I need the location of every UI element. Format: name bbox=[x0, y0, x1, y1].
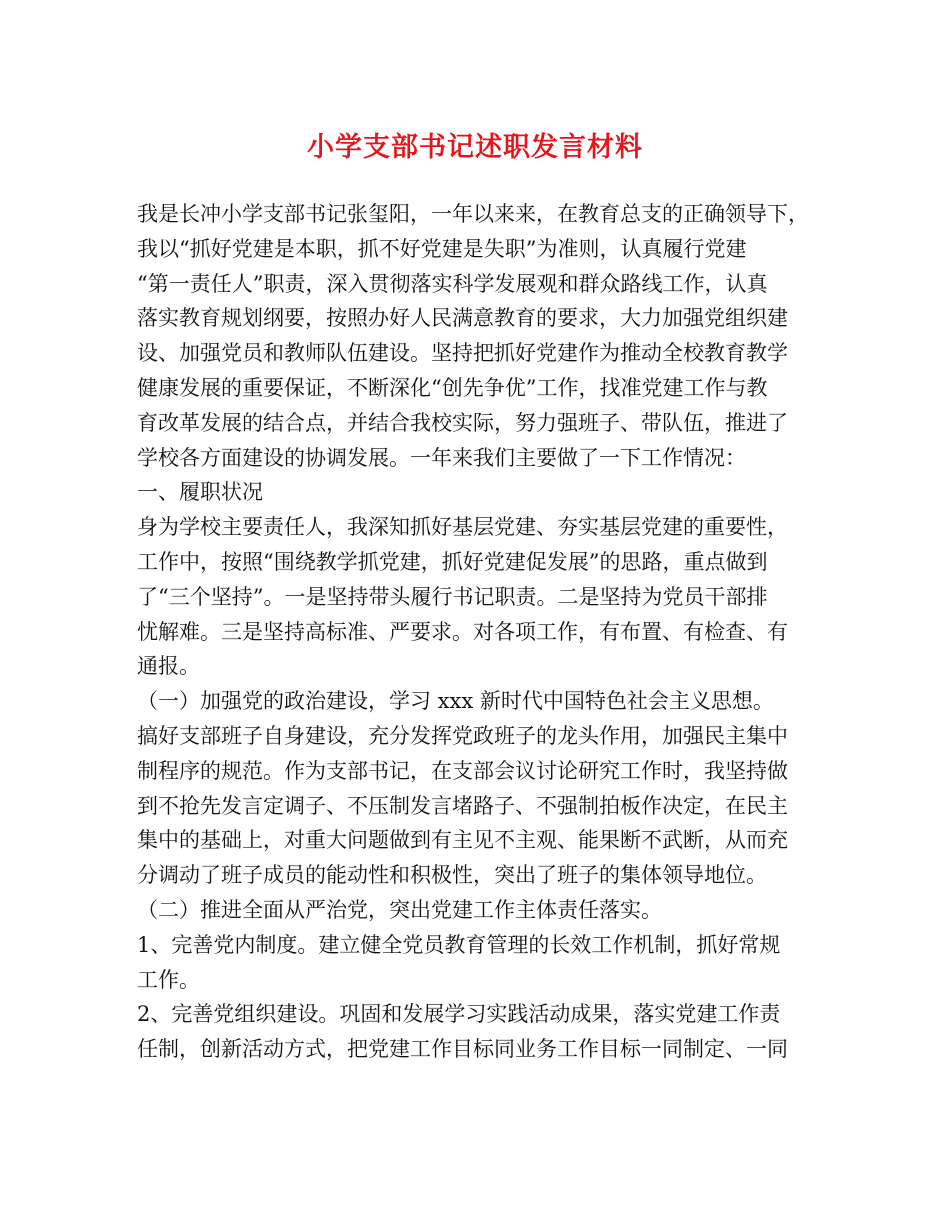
body-line: 落实教育规划纲要，按照办好人民满意教育的要求，大力加强党组织建 bbox=[137, 306, 788, 331]
section-heading: 一、履职状况 bbox=[137, 480, 263, 505]
body-line: 制程序的规范。作为支部书记，在支部会议讨论研究工作时，我坚持做 bbox=[137, 758, 788, 783]
subsection-heading: （一）加强党的政治建设，学习 xxx 新时代中国特色社会主义思想。 bbox=[137, 689, 774, 714]
body-line: 集中的基础上，对重大问题做到有主见不主观、能果断不武断，从而充 bbox=[137, 828, 788, 853]
body-line: “第一责任人”职责，深入贯彻落实科学发展观和群众路线工作，认真 bbox=[137, 271, 768, 296]
body-line: 身为学校主要责任人，我深知抓好基层党建、夯实基层党建的重要性， bbox=[137, 515, 788, 540]
body-line: 了“三个坚持”。一是坚持带头履行书记职责。二是坚持为党员干部排 bbox=[137, 584, 768, 609]
body-line: 到不抢先发言定调子、不压制发言堵路子、不强制拍板作决定，在民主 bbox=[137, 793, 788, 818]
body-line: 育改革发展的结合点，并结合我校实际，努力强班子、带队伍，推进了 bbox=[137, 410, 788, 435]
document-body bbox=[137, 197, 827, 1067]
document-title: 小学支部书记述职发言材料 bbox=[307, 132, 643, 163]
body-line: 搞好支部班子自身建设，充分发挥党政班子的龙头作用，加强民主集中 bbox=[137, 723, 788, 748]
body-line: 分调动了班子成员的能动性和积极性，突出了班子的集体领导地位。 bbox=[137, 863, 767, 888]
body-line: 工作中，按照“围绕教学抓党建，抓好党建促发展”的思路，重点做到 bbox=[137, 549, 768, 574]
body-line: 健康发展的重要保证，不断深化“创先争优”工作，找准党建工作与教 bbox=[137, 375, 768, 400]
body-line: 忧解难。三是坚持高标准、严要求。对各项工作，有布置、有检查、有 bbox=[137, 619, 788, 644]
body-line: 我是长冲小学支部书记张玺阳，一年以来来，在教育总支的正确领导下， bbox=[137, 202, 809, 226]
list-item: 2、完善党组织建设。巩固和发展学习实践活动成果，落实党建工作责 bbox=[137, 1002, 781, 1027]
body-line: 学校各方面建设的协调发展。一年来我们主要做了一下工作情况： bbox=[137, 445, 746, 470]
body-line: 我以“抓好党建是本职，抓不好党建是失职”为准则，认真履行党建 bbox=[137, 236, 747, 261]
body-line: 任制，创新活动方式，把党建工作目标同业务工作目标一同制定、一同 bbox=[137, 1037, 788, 1062]
body-line: 通报。 bbox=[137, 654, 200, 679]
body-line: 设、加强党员和教师队伍建设。坚持把抓好党建作为推动全校教育教学 bbox=[137, 341, 788, 366]
body-line: 工作。 bbox=[137, 967, 200, 992]
list-item: 1、完善党内制度。建立健全党员教育管理的长效工作机制，抓好常规 bbox=[137, 932, 781, 957]
subsection-heading: （二）推进全面从严治党，突出党建工作主体责任落实。 bbox=[137, 897, 662, 922]
